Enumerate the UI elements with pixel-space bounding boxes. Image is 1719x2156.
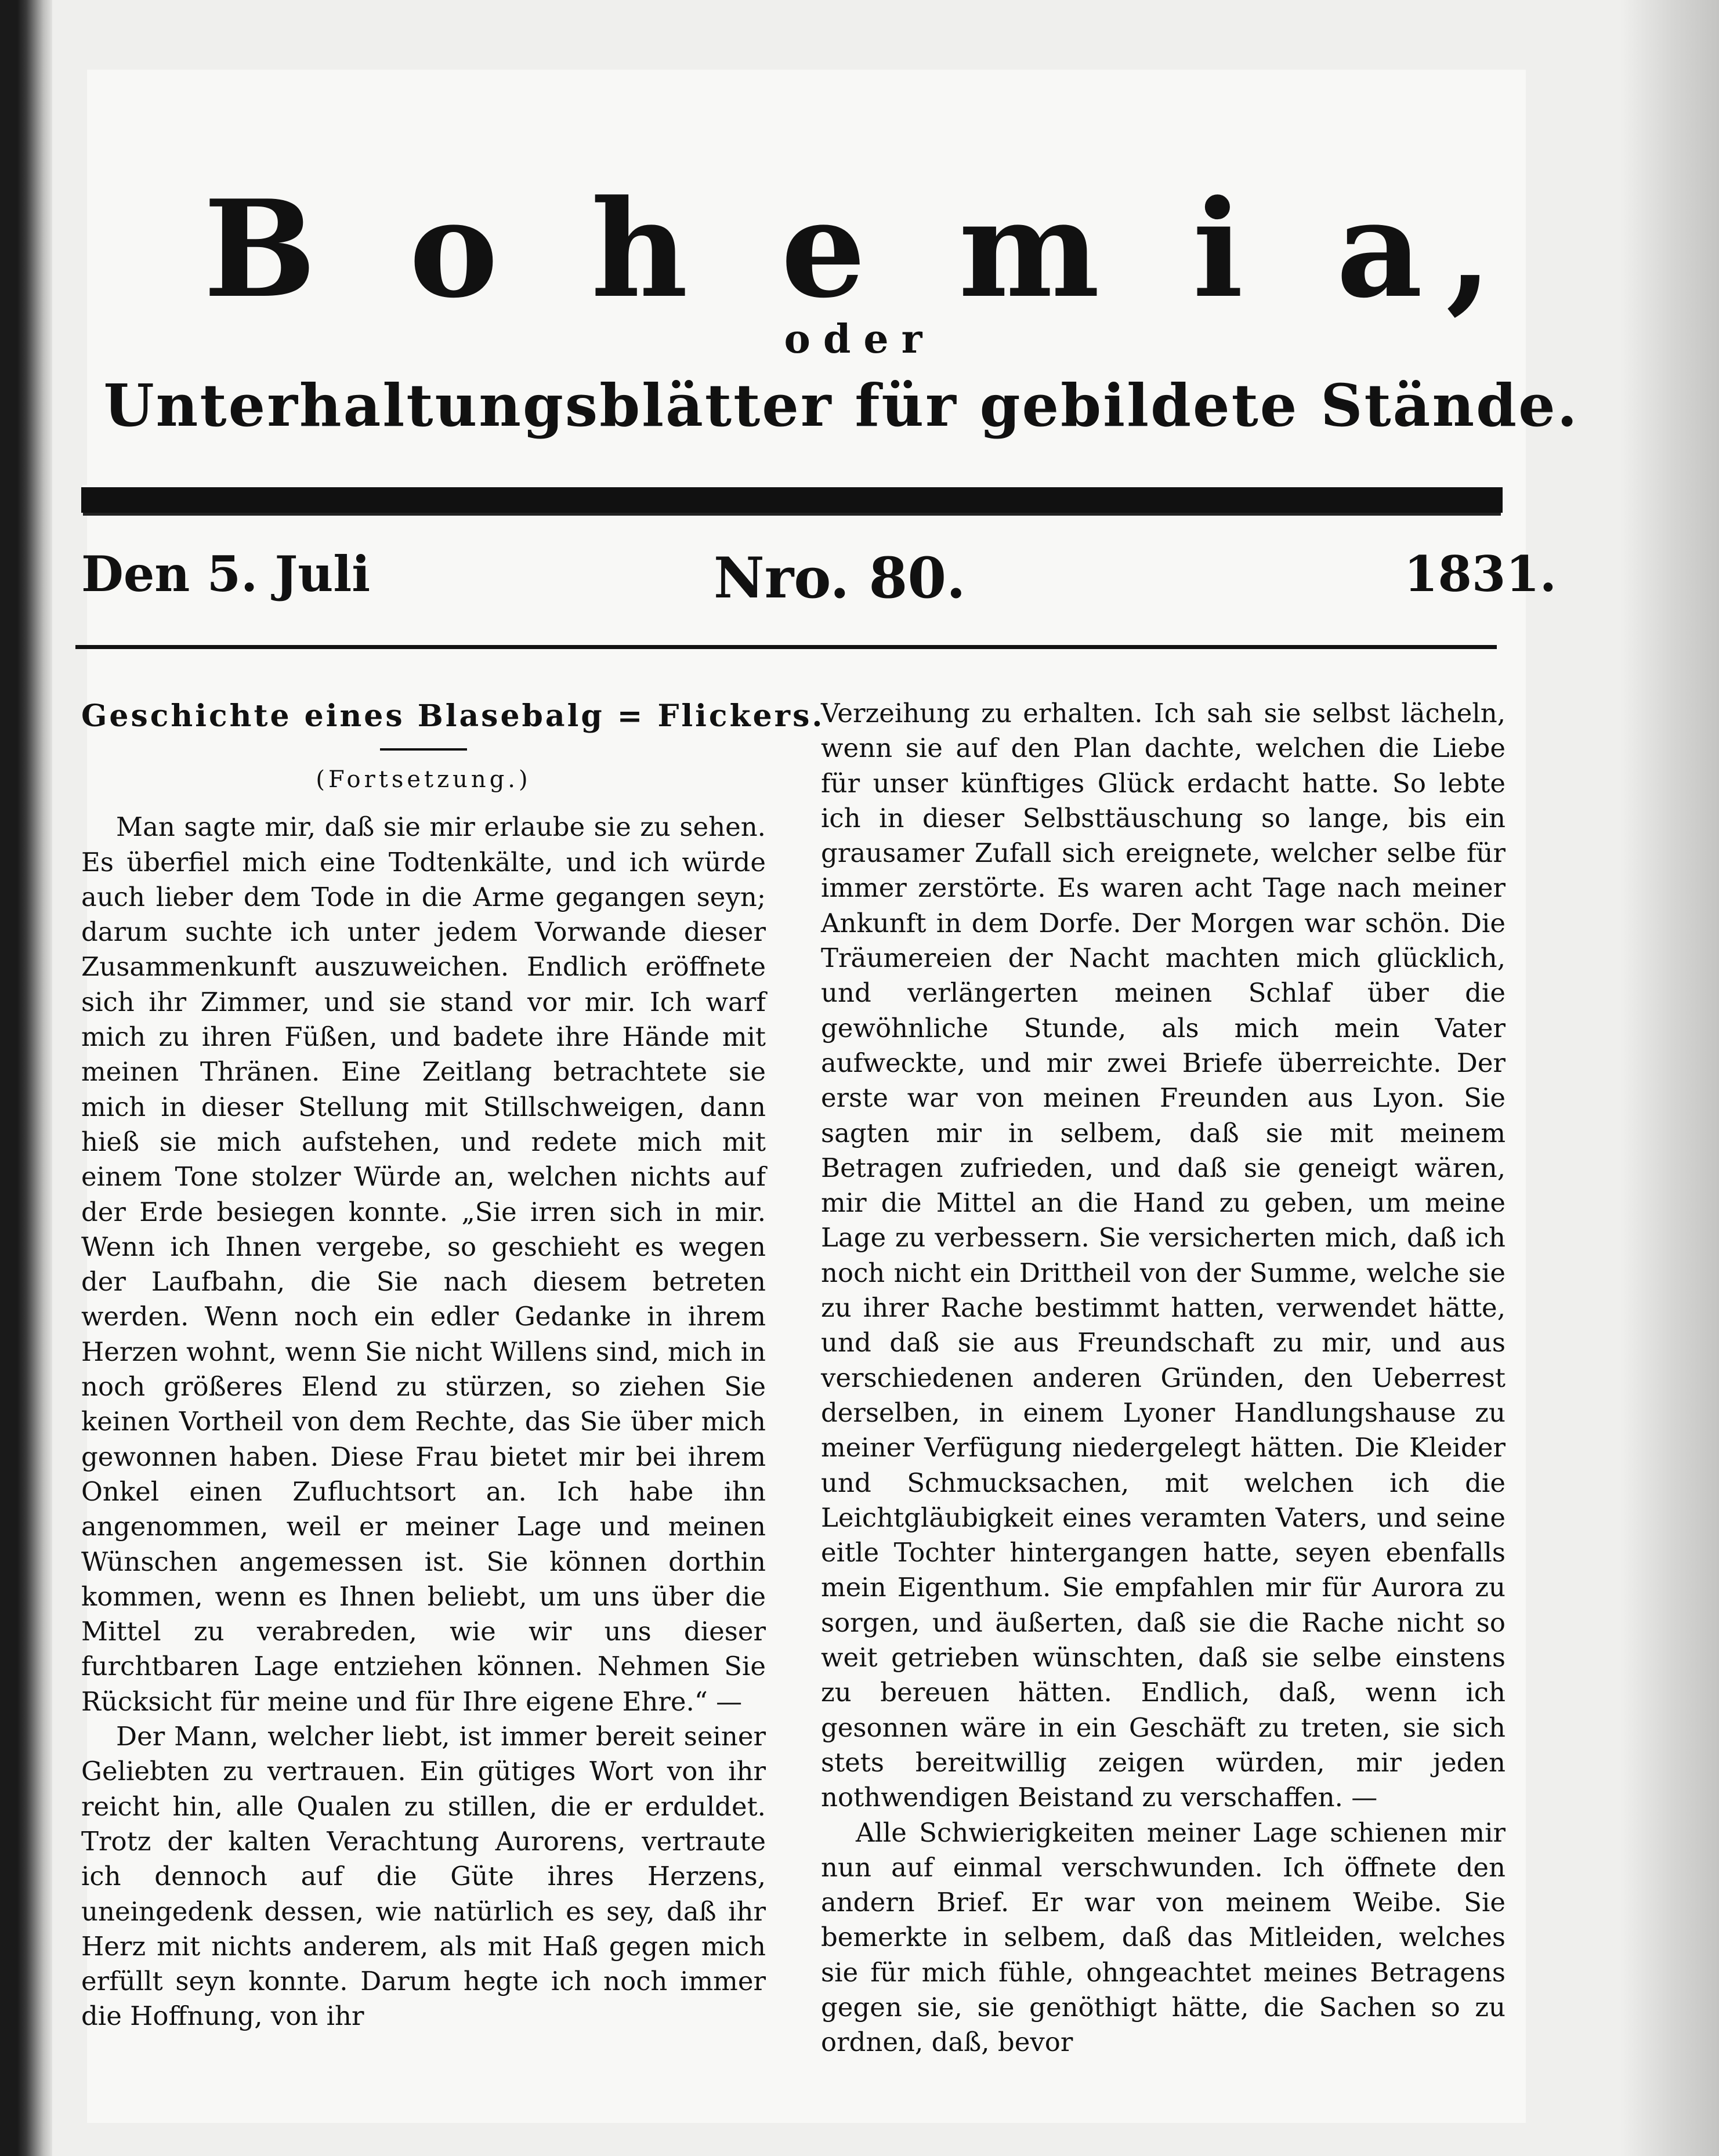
continuation-note: (Fortsetzung.) xyxy=(316,766,531,793)
paragraph: Der Mann, welcher liebt, ist immer bereit seiner Geliebten zu vertrauen. Ein gütiges Wort von ihr reicht hin, alle Qualen zu stillen, die er erduldet. Trotz der kalten Verachtung Aurorens, vertraute ich dennoch auf die Güte ihres Herzens, uneingedenk dessen, wie natürlich es sey, daß ihr Herz mit nichts anderem, als mit Haß gegen mich erfüllt seyn konnte. Darum hegte ich noch immer die Hoffnung, von ihr xyxy=(81,1721,766,2032)
masthead-subtitle: Unterhaltungsblätter für gebildete Stände. xyxy=(103,371,1579,440)
title-divider xyxy=(380,748,467,751)
right-column xyxy=(821,696,1506,2060)
paragraph: Alle Schwierigkeiten meiner Lage schienen mir nun auf einmal verschwunden. Ich öffnete den andern Brief. Er war von meinem Weibe. Sie bemerkte in selbem, daß das Mitleiden, welches sie für mich fühle, ohngeachtet meines Betragens gegen sie, sie genöthigt hätte, die Sachen so zu ordnen, daß, bevor xyxy=(821,1817,1506,2058)
paragraph: Verzeihung zu erhalten. Ich sah sie selbst lächeln, wenn sie auf den Plan dachte, welchen die Liebe für unser künftiges Glück erdacht hatte. So lebte ich in dieser Selbsttäuschung so lange, bis ein grausamer Zufall sich ereignete, welcher selbe für immer zerstörte. Es waren acht Tage nach meiner Ankunft in dem Dorfe. Der Morgen war schön. Die Träumereien der Nacht machten mich glücklich, und verlängerten meinen Schlaf über die gewöhnliche Stunde, als mich mein Vater aufweckte, und mir zwei Briefe überreichte. Der erste war von meinen Freunden aus Lyon. Sie sagten mir in selbem, daß sie mit meinem Betragen zufrieden, und daß sie geneigt wären, mir die Mittel an die Hand zu geben, um meine Lage zu verbessern. Sie versicherten mich, daß ich noch nicht ein Drittheil von der Summe, welche sie zu ihrer Rache bestimmt hatten, verwendet hätte, und daß sie aus Freundschaft zu mir, und aus verschiedenen anderen Gründen, den Ueberrest derselben, in einem Lyoner Handlungshause zu meiner Verfügung niedergelegt hätten. Die Kleider und Schmucksachen, mit welchen ich die Leichtgläubigkeit eines veramten Vaters, und seine eitle Tochter hintergangen hatte, seyen ebenfalls mein Eigenthum. Sie empfahlen mir für Aurora zu sorgen, und äußerten, daß sie die Rache nicht so weit getrieben wünschten, daß sie selbe einstens zu bereuen hätten. Endlich, daß, wenn ich gesonnen wäre in ein Geschäft zu treten, sie sich stets bereitwillig zeigen würden, mir jeden nothwendigen Beistand zu verschaffen. — xyxy=(821,698,1506,1813)
issue-number: Nro. 80. xyxy=(714,545,966,611)
paragraph: Man sagte mir, daß sie mir erlaube sie zu sehen. Es überfiel mich eine Todtenkälte, und ich würde auch lieber dem Tode in die Arme gegangen seyn; darum suchte ich unter jedem Vorwande dieser Zusammenkunft auszuweichen. Endlich eröffnete sich ihr Zimmer, und sie stand vor mir. Ich warf mich zu ihren Füßen, und badete ihre Hände mit meinen Thränen. Eine Zeitlang betrachtete sie mich in dieser Stellung mit Stillschweigen, dann hieß sie mich aufstehen, und redete mich mit einem Tone stolzer Würde an, welchen nichts auf der Erde besiegen konnte. „Sie irren sich in mir. Wenn ich Ihnen vergebe, so geschieht es wegen der Laufbahn, die Sie nach diesem betreten werden. Wenn noch ein edler Gedanke in ihrem Herzen wohnt, wenn Sie nicht Willens sind, mich in noch größeres Elend zu stürzen, so ziehen Sie keinen Vortheil von dem Rechte, das Sie über mich gewonnen haben. Diese Frau bietet mir bei ihrem Onkel einen Zufluchtsort an. Ich habe ihn angenommen, weil er meiner Lage und meinen Wünschen angemessen ist. Sie können dorthin kommen, wenn es Ihnen beliebt, um uns über die Mittel zu verabreden, wie wir uns dieser furchtbaren Lage entziehen können. Nehmen Sie Rücksicht für meine und für Ihre eigene Ehre.“ — xyxy=(81,811,766,1717)
left-column xyxy=(81,696,825,2034)
masthead-connector: oder xyxy=(784,316,935,363)
masthead-rule xyxy=(81,487,1503,513)
issue-date: Den 5. Juli xyxy=(81,545,371,603)
issue-year: 1831. xyxy=(1404,545,1557,603)
masthead-title: B o h e m i a, xyxy=(203,171,1516,328)
dateline-rule xyxy=(75,645,1497,649)
article-title: Geschichte eines Blasebalg = Flickers. xyxy=(81,698,825,734)
